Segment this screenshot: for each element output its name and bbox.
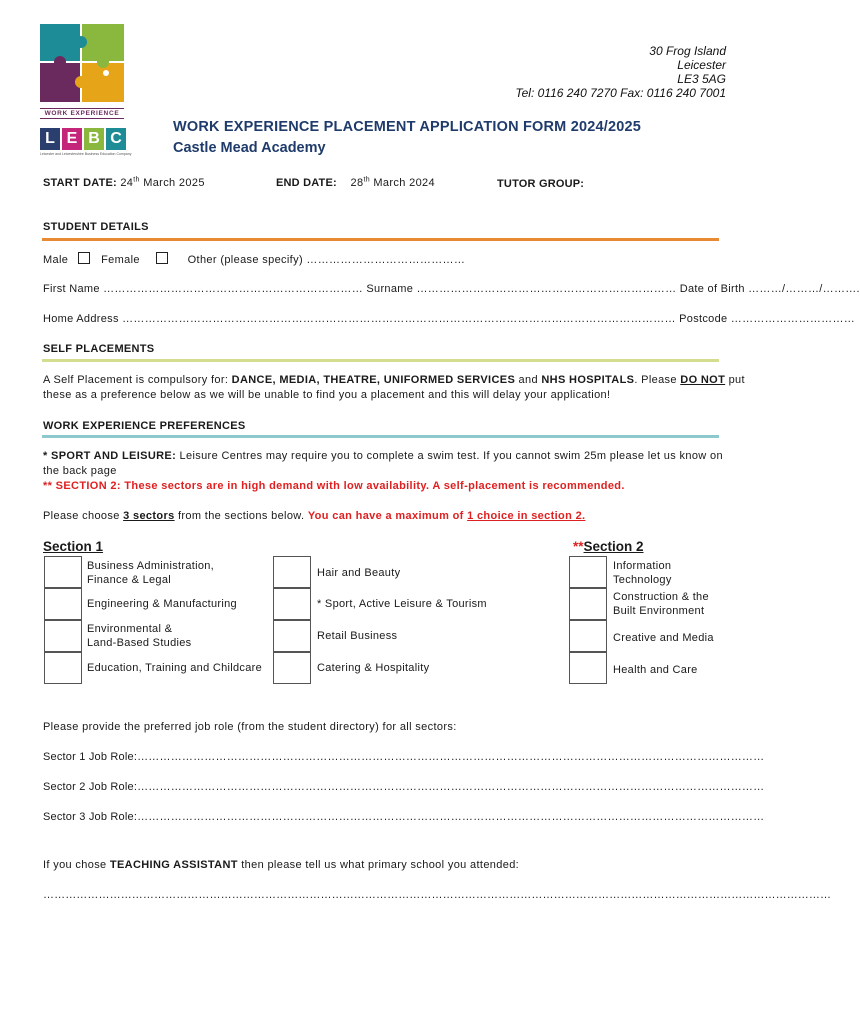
lebc-logo [40,24,132,160]
sector-checkbox[interactable] [44,620,82,652]
question-text: If you chose [43,859,110,871]
end-date-month: March 2024 [369,177,435,189]
address-line: 30 Frog Island [649,44,726,58]
notice-text: put [725,374,745,386]
sector-label: Business Administration, Finance & Legal [87,560,215,586]
section-2-star: ** [573,539,584,554]
sector-checkbox[interactable] [44,652,82,684]
sector-checkbox[interactable] [569,620,607,652]
puzzle-logo-icon [40,24,124,102]
other-gender-field[interactable]: Other (please specify) …………………………………… [187,254,466,266]
start-date-label: START DATE: [43,177,117,189]
logo-letter: L [40,128,60,150]
notice-text: . Please [634,374,681,386]
notice-text: these as a preference below as we will be unable to find you a placement and this will delay your application! [43,389,611,401]
end-date-label: END DATE: [276,177,337,189]
section2-warning: ** SECTION 2: These sectors are in high demand with low availability. A self-placement is recommended. [43,480,625,492]
logo-label: WORK EXPERIENCE [40,108,124,119]
sector-label: Hair and Beauty [317,567,401,579]
start-date-month: March 2025 [139,177,205,189]
sector-checkbox[interactable] [569,652,607,684]
logo-tagline: Leicester and Leicestershire Business Education Company [40,152,132,156]
female-checkbox[interactable] [156,252,168,264]
sector-label: Information Technology [613,560,672,586]
sport-label: * SPORT AND LEISURE: [43,450,177,462]
notice-text: A Self Placement is compulsory for: [43,374,232,386]
section-2-title [573,539,644,554]
max-choice-text: You can have a maximum of [307,510,468,522]
address-contact: Tel: 0116 240 7270 Fax: 0116 240 7001 [515,86,726,100]
sector-label: * Sport, Active Leisure & Tourism [317,598,487,610]
three-sectors: 3 sectors [123,510,175,522]
compulsory-sectors: DANCE, MEDIA, THEATRE, UNIFORMED SERVICES [231,374,516,386]
school-name: Castle Mead Academy [173,140,326,156]
sector-label: Health and Care [613,664,698,676]
sector-checkbox[interactable] [44,588,82,620]
section-divider [42,359,719,362]
sector-3-job-role-field[interactable]: Sector 3 Job Role:…………………………………………………………………………………………………………………………………………………… [43,811,765,823]
tutor-group-label: TUTOR GROUP: [497,178,585,190]
choose-instruction [43,509,585,524]
male-checkbox[interactable] [78,252,90,264]
section-1-title: Section 1 [43,539,104,554]
self-placements-heading: SELF PLACEMENTS [43,343,155,355]
instruction-text: from the sections below. [174,510,308,522]
preferences-heading: WORK EXPERIENCE PREFERENCES [43,420,246,432]
question-text: then please tell us what primary school you attended: [237,859,520,871]
sector-label: Engineering & Manufacturing [87,598,237,610]
sector-checkbox[interactable] [273,556,311,588]
sector-label: Environmental & Land-Based Studies [87,623,192,649]
teaching-assistant-question [43,858,519,873]
job-role-intro: Please provide the preferred job role (from the student directory) for all sectors: [43,721,457,733]
name-dob-row[interactable]: First Name …………………………………………………………… Surname …………………………………………………………… Date of Birth ………/………/………. [43,283,860,295]
sport-note [43,449,733,494]
gender-row [43,252,465,268]
end-date [276,176,435,191]
start-date-suffix: th [133,176,140,184]
logo-letters [40,128,126,150]
sector-checkbox[interactable] [569,588,607,620]
teaching-assistant-label: TEACHING ASSISTANT [109,859,238,871]
sector-label: Construction & the Built Environment [613,591,709,617]
start-date [43,176,205,191]
sector-label: Education, Training and Childcare [87,662,263,674]
notice-text: and [515,374,542,386]
organisation-address [515,44,726,100]
sector-checkbox[interactable] [273,652,311,684]
do-not-emphasis: DO NOT [680,374,726,386]
sector-checkbox[interactable] [569,556,607,588]
sector-1-job-role-field[interactable]: Sector 1 Job Role:…………………………………………………………………………………………………………………………………………………… [43,751,765,763]
sector-checkbox[interactable] [44,556,82,588]
max-choice-section2: 1 choice in section 2. [467,510,586,522]
male-label: Male [43,254,69,266]
instruction-text: Please choose [43,510,124,522]
end-date-day: 28 [350,177,364,189]
logo-letter: E [62,128,82,150]
sector-2-job-role-field[interactable]: Sector 2 Job Role:…………………………………………………………………………………………………………………………………………………… [43,781,765,793]
section-2-word: Section 2 [583,539,644,554]
address-line: Leicester [677,58,726,72]
section-divider [42,238,719,241]
nhs-hospitals: NHS HOSPITALS [541,374,635,386]
form-title: WORK EXPERIENCE PLACEMENT APPLICATION FORM 2024/2025 [173,119,642,135]
address-line: LE3 5AG [677,72,726,86]
sector-checkbox[interactable] [273,620,311,652]
end-date-suffix: th [363,176,370,184]
sector-label: Creative and Media [613,632,714,644]
section-divider [42,435,719,438]
sport-text: the back page [43,465,117,477]
sector-checkbox[interactable] [273,588,311,620]
start-date-day: 24 [120,177,134,189]
student-details-heading: STUDENT DETAILS [43,221,149,233]
logo-letter: C [106,128,126,150]
logo-letter: B [84,128,104,150]
sport-text: Leisure Centres may require you to complete a swim test. If you cannot swim 25m please let us know on [176,450,723,462]
female-label: Female [101,254,140,266]
self-placement-notice [43,373,745,403]
sector-label: Retail Business [317,630,398,642]
home-address-row[interactable]: Home Address ………………………………………………………………………………………………………………………………… Postcode …………………………… [43,313,856,325]
sector-label: Catering & Hospitality [317,662,430,674]
primary-school-field[interactable]: …………………………………………………………………………………………………………………………………………………………………………………………… [43,889,832,901]
